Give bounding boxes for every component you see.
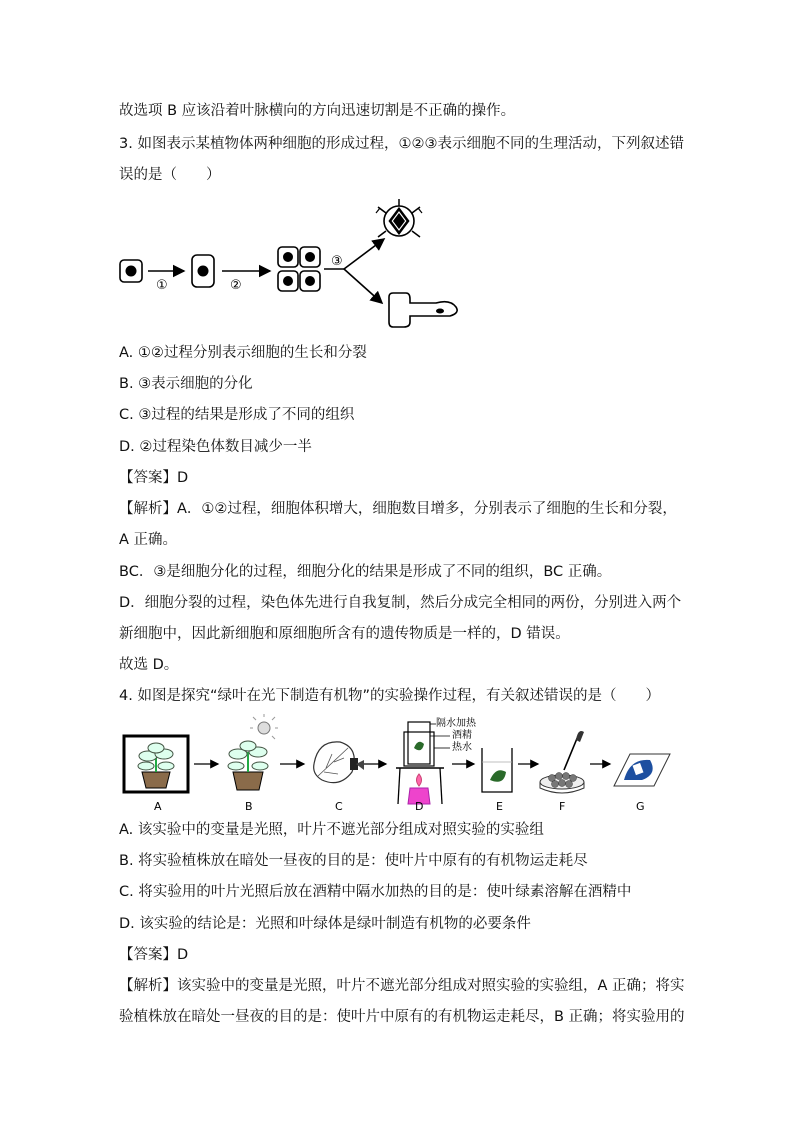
q3-option-c: C. ③过程的结果是形成了不同的组织 (119, 407, 355, 423)
q4-analysis-line1: 【解析】该实验中的变量是光照，叶片不遮光部分组成对照实验的实验组，A 正确；将实 (119, 978, 685, 994)
step-f-iodine (540, 731, 584, 793)
step-d-water-bath (396, 722, 450, 804)
fig-label-c: C (335, 800, 343, 813)
note-alcohol: 酒精 (452, 730, 472, 741)
q3-analysis-line4: D．细胞分裂的过程，染色体先进行自我复制，然后分成完全相同的两份，分别进入两个 (119, 595, 682, 611)
intro-line: 故选项 B 应该沿着叶脉横向的方向迅速切割是不正确的操作。 (119, 103, 516, 119)
q4-answer: 【答案】D (119, 947, 189, 963)
q3-analysis-line5: 新细胞中，因此新细胞和原细胞所含有的遗传物质是一样的，D 错误。 (119, 626, 570, 642)
q4-stem: 4. 如图是探究“绿叶在光下制造有机物”的实验操作过程，有关叙述错误的是（ ） (119, 688, 660, 704)
q4-option-c: C. 将实验用的叶片光照后放在酒精中隔水加热的目的是：使叶绿素溶解在酒精中 (119, 884, 632, 900)
step-e-rinse (482, 748, 512, 792)
fig-label-f: F (559, 800, 566, 813)
fig-label-g: G (636, 800, 645, 813)
q3-option-d: D. ②过程染色体数目减少一半 (119, 439, 312, 455)
fig-label-e: E (496, 800, 503, 813)
differentiated-cell-bottom (389, 293, 457, 327)
step-g-result (614, 754, 670, 786)
step-a-dark-plant (124, 736, 188, 792)
dividing-cells (278, 247, 320, 291)
step-c-leaf (314, 742, 364, 783)
q4-option-b: B. 将实验植株放在暗处一昼夜的目的是：使叶片中原有的有机物运走耗尽 (119, 853, 588, 869)
step2-label: ② (230, 278, 242, 293)
step1-label: ① (156, 278, 168, 293)
q3-option-a: A. ①②过程分别表示细胞的生长和分裂 (119, 345, 367, 361)
q3-analysis-line1: 【解析】A．①②过程，细胞体积增大，细胞数目增多，分别表示了细胞的生长和分裂， (119, 501, 677, 517)
step-b-sun-plant (228, 714, 278, 790)
step3-label: ③ (331, 254, 343, 269)
differentiated-cell-top (376, 199, 422, 237)
experiment-figure (118, 714, 678, 814)
fig-label-d: D (415, 800, 424, 813)
fig-label-a: A (154, 800, 162, 813)
cell-formation-diagram (110, 195, 470, 330)
fig-label-b: B (245, 800, 253, 813)
q4-analysis-line2: 验植株放在暗处一昼夜的目的是：使叶片中原有的有机物运走耗尽，B 正确；将实验用的 (119, 1009, 685, 1025)
note-water-bath: 隔水加热 (436, 718, 476, 729)
q4-option-a: A. 该实验中的变量是光照，叶片不遮光部分组成对照实验的实验组 (119, 822, 544, 838)
note-hot-water: 热水 (452, 742, 472, 753)
q3-analysis-line2: A 正确。 (119, 532, 178, 548)
q3-analysis-line3: BC．③是细胞分化的过程，细胞分化的结果是形成了不同的组织，BC 正确。 (119, 564, 612, 580)
q3-analysis-line6: 故选 D。 (119, 657, 179, 673)
q4-option-d: D. 该实验的结论是：光照和叶绿体是绿叶制造有机物的必要条件 (119, 916, 531, 932)
q3-stem-line2: 误的是（ ） (119, 167, 221, 183)
q3-answer: 【答案】D (119, 470, 189, 486)
q3-stem-line1: 3. 如图表示某植物体两种细胞的形成过程，①②③表示细胞不同的生理活动，下列叙述错 (119, 136, 684, 152)
q3-option-b: B. ③表示细胞的分化 (119, 376, 253, 392)
